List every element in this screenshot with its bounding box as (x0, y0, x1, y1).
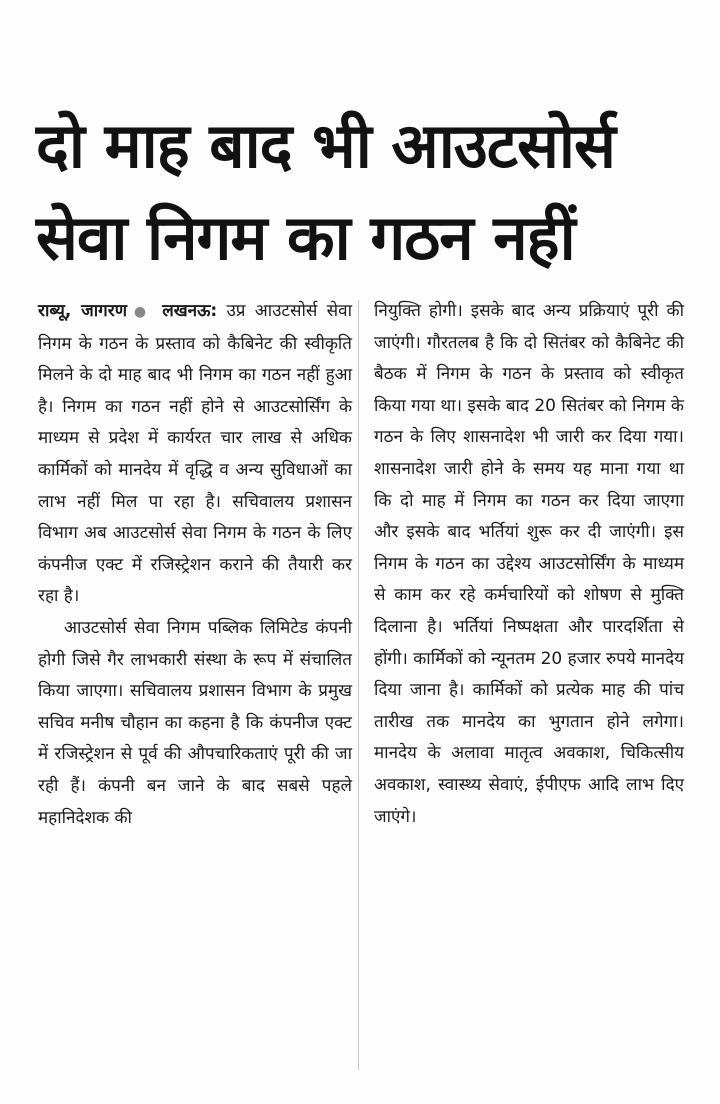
bullet-icon: ● (129, 304, 150, 320)
article-paragraph: नियुक्ति होगी। इसके बाद अन्य प्रक्रियाएं पूरी की जाएंगी। गौरतलब है कि दो सितंबर को कैबिनेट की बैठक में निगम के गठन के प्रस्ताव को स्वीकृत किया गया था। इसके बाद 20 सितंबर को निगम के गठन के लिए शासनादेश भी जारी कर दिया गया। शासनादेश जारी होने के समय यह माना गया था कि दो माह में निगम का गठन कर दिया जाएगा और इसके बाद भर्तियां शुरू कर दी जाएंगी। इस निगम के गठन का उद्देश्य आउटसोर्सिंग के माध्यम से काम कर रहे कर्मचारियों को शोषण से मुक्ति दिलाना है। भर्तियां निष्पक्षता और पारदर्शिता से होंगी। कार्मिकों को न्यूनतम 20 हजार रुपये मानदेय दिया जाना है। कार्मिकों को प्रत्येक माह की पांच तारीख तक मानदेय का भुगतान होने लगेगा। मानदेय के अलावा मातृत्व अवकाश, चिकित्सीय अवकाश, स्वास्थ्य सेवाएं, ईपीएफ आदि लाभ दिए जाएंगे। (374, 301, 684, 827)
article-headline (36, 100, 696, 284)
article-paragraph: आउटसोर्स सेवा निगम पब्लिक लिमिटेड कंपनी होगी जिसे गैर लाभकारी संस्था के रूप में संचालित किया जाएगा। सचिवालय प्रशासन विभाग के प्रमुख सचिव मनीष चौहान का कहना है कि कंपनीज एक्ट में रजिस्ट्रेशन से पूर्व की औपचारिकताएं पूरी की जा रही हैं। कंपनी बन जाने के बाद सबसे पहले महानिदेशक की (38, 617, 352, 828)
paragraph-text: उप्र आउटसोर्स सेवा निगम के गठन के प्रस्ताव को कैबिनेट की स्वीकृति मिलने के दो माह बाद भी निगम का गठन नहीं हुआ है। निगम का गठन नहीं होने से आउटसोर्सिंग के माध्यम से प्रदेश में कार्यरत चार लाख से अधिक कार्मिकों को मानदेय में वृद्धि व अन्य सुविधाओं का लाभ नहीं मिल पा रहा है। सचिवालय प्रशासन विभाग अब आउटसोर्स सेवा निगम के गठन के लिए कंपनीज एक्ट में रजिस्ट्रेशन कराने की तैयारी कर रहा है। (38, 301, 352, 607)
article-paragraph (38, 296, 352, 613)
column-divider (358, 300, 359, 1070)
headline-line-2: सेवा निगम का गठन नहीं (36, 201, 575, 274)
dateline-byline: राब्यू, जागरण (38, 301, 127, 321)
headline-line-1: दो माह बाद भी आउटसोर्स (36, 109, 615, 182)
article-column-left (38, 296, 352, 834)
article-column-right (374, 296, 684, 833)
dateline-city: लखनऊ: (162, 301, 218, 321)
